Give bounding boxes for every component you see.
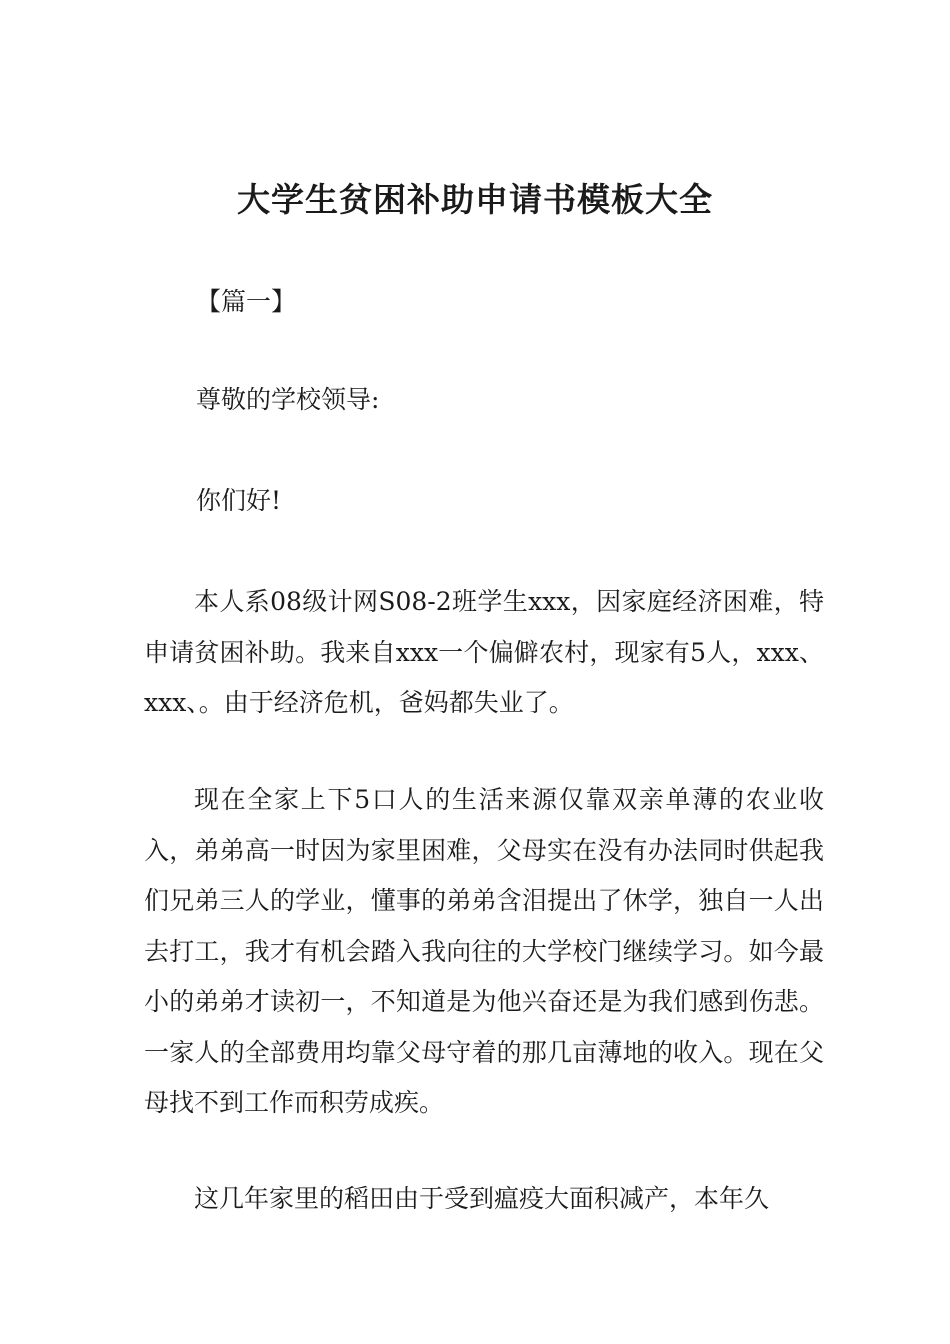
salutation: 尊敬的学校领导:	[196, 385, 380, 414]
document-title: 大学生贫困补助申请书模板大全	[237, 180, 713, 219]
section-label: 【篇一】	[196, 287, 297, 316]
body-paragraph-3: 这几年家里的稻田由于受到瘟疫大面积减产，本年久	[194, 1184, 770, 1213]
body-paragraph-1: 本人系08级计网S08-2班学生xxx，因家庭经济困难，特申请贫困补助。我来自xxx一个偏僻农村，现家有5人，xxx、xxx、。由于经济危机，爸妈都失业了。	[144, 587, 824, 717]
body-paragraph-2: 现在全家上下5口人的生活来源仅靠双亲单薄的农业收入，弟弟高一时因为家里困难，父母实在没有办法同时供起我们兄弟三人的学业，懂事的弟弟含泪提出了休学，独自一人出去打工，我才有机会踏入我向往的大学校门继续学习。如今最小的弟弟才读初一，不知道是为他兴奋还是为我们感到伤悲。一家人的全部费用均靠父母守着的那几亩薄地的收入。现在父母找不到工作而积劳成疾。	[144, 785, 824, 1117]
greeting: 你们好!	[196, 486, 282, 515]
